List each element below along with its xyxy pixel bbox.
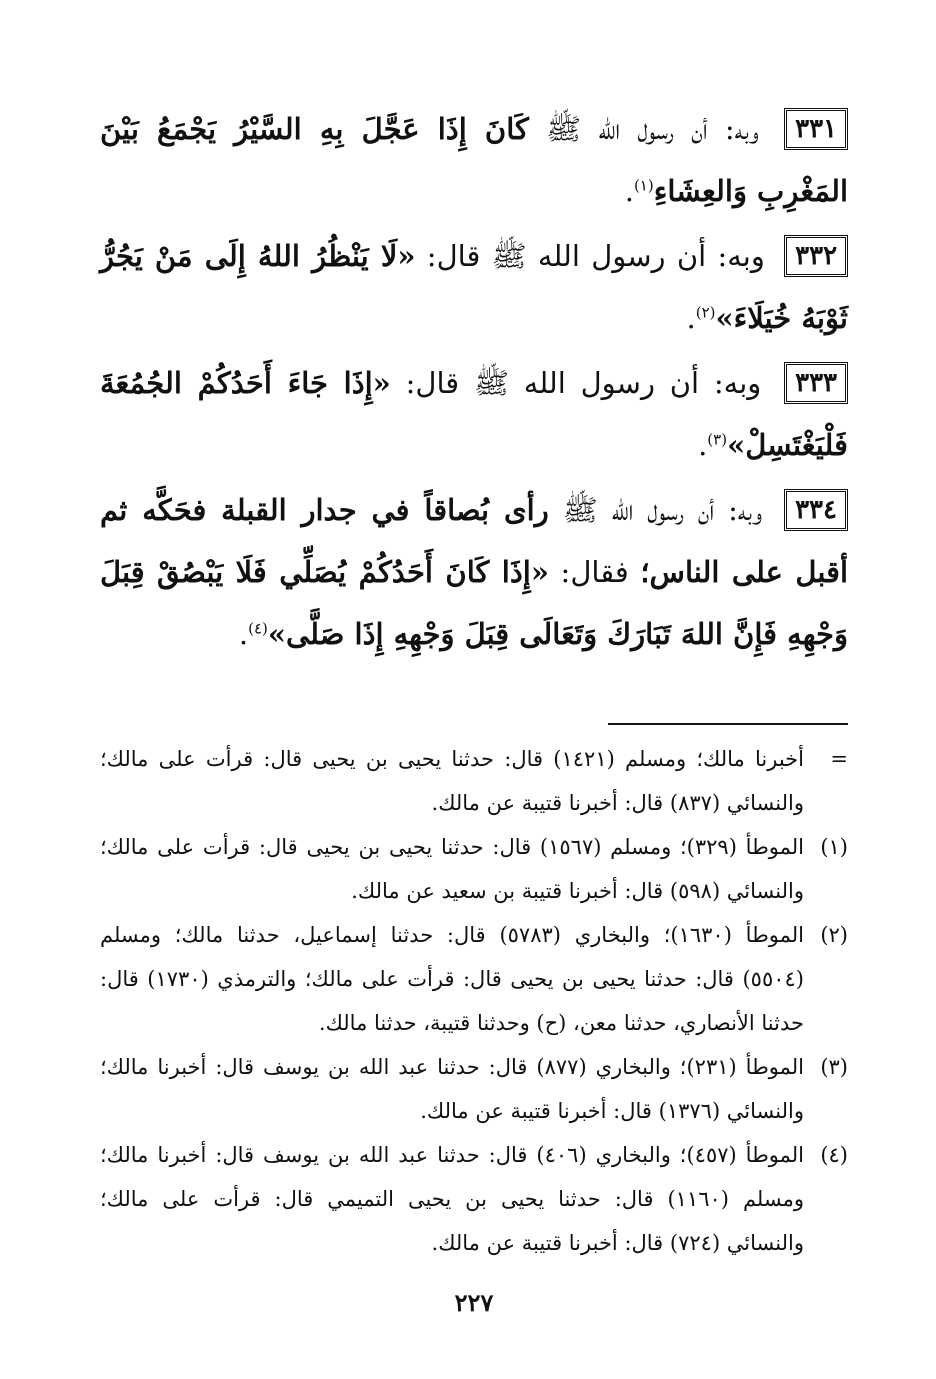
hadith-isnad: وبه: أن رسول الله ﷺ قال:: [426, 239, 765, 273]
footnote-separator: [608, 723, 848, 725]
hadith-end: .: [686, 301, 696, 335]
hadith-matn: «لَا يَنْظُرُ اللهُ إِلَى مَنْ يَجُرُّ ثَوْبَهُ خُيَلَاءَ»: [100, 239, 848, 335]
footnote-label: (١): [820, 835, 848, 859]
hadith-333: [100, 352, 848, 476]
hadith-332: [100, 225, 848, 349]
hadith-matn: «إِذَا جَاءَ أَحَدُكُمْ الجُمُعَةَ فَلْيَغْتَسِلْ»: [100, 366, 848, 462]
footnote-3: [100, 1045, 848, 1133]
hadith-end: .: [698, 428, 708, 462]
hadith-331: [100, 98, 848, 222]
footnote-label: (٣): [820, 1055, 848, 1079]
footnote-label: =: [830, 747, 848, 771]
hadith-end: .: [624, 174, 634, 208]
hadith-isnad: وبه: أن رسول الله ﷺ: [546, 112, 759, 146]
hadith-number: ٣٣١: [784, 108, 848, 150]
hadith-number: ٣٣٢: [784, 235, 848, 277]
footnote-separator-wrap: [100, 693, 848, 725]
hadith-number: ٣٣٤: [784, 489, 848, 531]
footnote-4: [100, 1133, 848, 1265]
hadith-isnad: وبه: أن رسول الله ﷺ قال:: [405, 366, 762, 400]
footnote-ref[interactable]: (٣): [707, 430, 728, 449]
footnote-1: [100, 825, 848, 913]
page-number: ٢٢٧: [454, 1288, 494, 1317]
footnote-ref[interactable]: (٤): [248, 619, 268, 638]
footnotes: [100, 737, 848, 1265]
hadith-isnad-continued: فقال:: [560, 555, 629, 589]
footnote-text: أخبرنا مالك؛ ومسلم (١٤٢١) قال: حدثنا يحيى بن يحيى قال: قرأت على مالك؛ والنسائي (٨٣٧) قال: أخبرنا قتيبة عن مالك.: [100, 747, 804, 815]
hadith-334: [100, 479, 848, 665]
hadith-isnad: وبه: أن رسول الله ﷺ: [562, 493, 763, 527]
footnote-ref[interactable]: (٢): [695, 303, 716, 322]
hadith-matn-continued: «إِذَا كَانَ أَحَدُكُمْ يُصَلِّي فَلَا يَبْصُقْ قِبَلَ وَجْهِهِ فَإِنَّ اللهَ تَبَارَكَ وَتَعَالَى قِبَلَ وَجْهِهِ إِذَا صَلَّى»: [100, 555, 848, 651]
footnote-continued: [100, 737, 848, 825]
hadith-number: ٣٣٣: [784, 362, 848, 404]
footnote-2: [100, 913, 848, 1045]
page-body: [100, 98, 848, 1358]
footnote-text: الموطأ (٣٢٩)؛ ومسلم (١٥٦٧) قال: حدثنا يحيى بن يحيى قال: قرأت على مالك؛ والنسائي (٥٩٨) قال: أخبرنا قتيبة بن سعيد عن مالك.: [100, 835, 805, 903]
footnote-label: (٤): [820, 1143, 848, 1167]
footnote-label: (٢): [820, 923, 848, 947]
footnote-text: الموطأ (٢٣١)؛ والبخاري (٨٧٧) قال: حدثنا عبد الله بن يوسف قال: أخبرنا مالك؛ والنسائي (١٣٧٦) قال: أخبرنا قتيبة عن مالك.: [100, 1055, 805, 1123]
footnote-ref[interactable]: (١): [633, 176, 654, 195]
footnote-text: الموطأ (٤٥٧)؛ والبخاري (٤٠٦) قال: حدثنا عبد الله بن يوسف قال: أخبرنا مالك؛ ومسلم (١١٦٠) قال: حدثنا يحيى بن يحيى التميمي قال: قرأت على مالك؛ والنسائي (٧٢٤) قال: أخبرنا قتيبة عن مالك.: [100, 1143, 805, 1255]
hadith-matn: كَانَ إِذَا عَجَّلَ بِهِ السَّيْرُ يَجْمَعُ بَيْنَ المَغْرِبِ وَالعِشَاءِ: [100, 112, 848, 208]
hadith-end: .: [238, 617, 249, 651]
footnote-text: الموطأ (١٦٣٠)؛ والبخاري (٥٧٨٣) قال: حدثنا إسماعيل، حدثنا مالك؛ ومسلم (٥٥٠٤) قال: حدثنا يحيى بن يحيى قال: قرأت على مالك؛ والترمذي (١٧٣٠) قال: حدثنا الأنصاري، حدثنا معن، (ح) وحدثنا قتيبة، حدثنا مالك.: [100, 923, 804, 1035]
hadith-matn: رأى بُصاقاً في جدار القبلة فحَكَّه ثم أقبل على الناس؛: [100, 493, 849, 589]
